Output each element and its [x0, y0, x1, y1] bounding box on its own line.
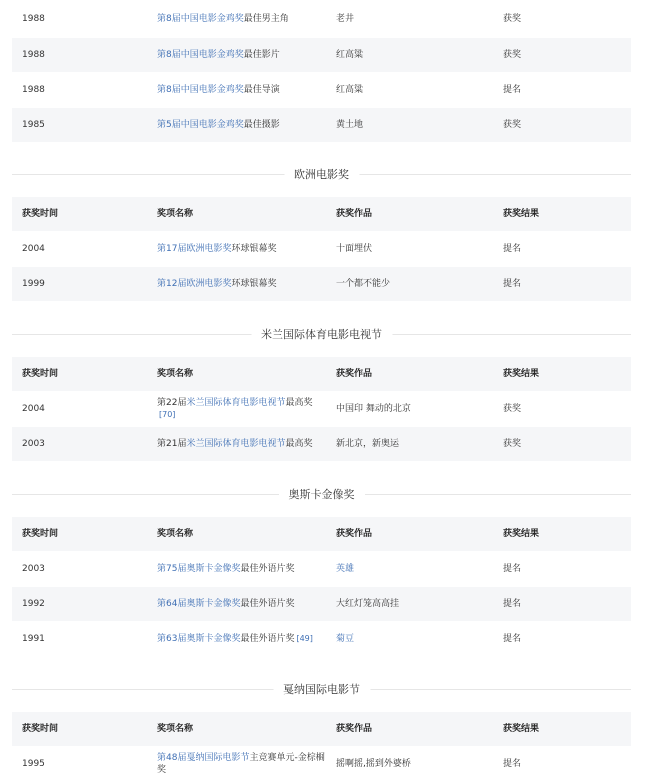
award-name: 最佳导演 — [243, 85, 280, 95]
award-prefix: 第21届 — [157, 439, 187, 449]
year-cell: 2003 — [22, 439, 45, 449]
result-cell: 获奖 — [503, 404, 522, 414]
award-link[interactable]: 米兰国际体育电影电视节 — [186, 398, 286, 408]
year-cell: 1988 — [22, 50, 45, 60]
header-work: 获奖作品 — [336, 369, 373, 379]
header-work: 获奖作品 — [336, 529, 373, 539]
result-cell: 获奖 — [503, 14, 522, 24]
work-cell: 老井 — [336, 14, 355, 24]
award-link[interactable]: 第75届奥斯卡金像奖 — [157, 564, 241, 574]
result-cell: 提名 — [503, 244, 522, 254]
result-cell: 提名 — [503, 564, 522, 574]
header-year: 获奖时间 — [22, 369, 59, 379]
header-work: 获奖作品 — [336, 724, 373, 734]
header-award: 奖项名称 — [157, 529, 194, 539]
year-cell: 1991 — [22, 634, 45, 644]
result-cell: 提名 — [503, 634, 522, 644]
section-title: 欧洲电影奖 — [284, 166, 359, 182]
work-cell: 摇啊摇,摇到外婆桥 — [336, 759, 411, 769]
work-cell: 红高粱 — [336, 85, 364, 95]
header-year: 获奖时间 — [22, 724, 59, 734]
header-result: 获奖结果 — [503, 369, 540, 379]
award-name: 最佳外语片奖 — [240, 599, 295, 609]
table-row — [12, 747, 631, 781]
reference-link[interactable]: [70] — [159, 410, 176, 419]
award-cell — [157, 232, 327, 266]
result-cell: 提名 — [503, 279, 522, 289]
award-link[interactable]: 第64届奥斯卡金像奖 — [157, 599, 241, 609]
award-link[interactable]: 第12届欧洲电影奖 — [157, 279, 232, 289]
table-header — [12, 517, 631, 551]
table-row — [12, 38, 631, 72]
reference-link[interactable]: [49] — [296, 634, 313, 643]
year-cell: 2004 — [22, 244, 45, 254]
table-row — [12, 392, 631, 426]
table-row — [12, 2, 631, 36]
section-title: 米兰国际体育电影电视节 — [251, 326, 392, 342]
section-title: 奥斯卡金像奖 — [279, 486, 365, 502]
table-row — [12, 552, 631, 586]
award-link[interactable]: 第48届戛纳国际电影节 — [157, 753, 250, 763]
work-cell: 大红灯笼高高挂 — [336, 599, 400, 609]
award-link[interactable]: 第8届中国电影金鸡奖 — [157, 85, 244, 95]
award-cell — [157, 552, 327, 586]
table-row — [12, 587, 631, 621]
award-link[interactable]: 第5届中国电影金鸡奖 — [157, 120, 244, 130]
table-header — [12, 197, 631, 231]
header-award: 奖项名称 — [157, 209, 194, 219]
award-link[interactable]: 米兰国际体育电影电视节 — [186, 439, 286, 449]
table-row — [12, 622, 631, 656]
header-year: 获奖时间 — [22, 209, 59, 219]
header-award: 奖项名称 — [157, 724, 194, 734]
header-award: 奖项名称 — [157, 369, 194, 379]
award-cell — [157, 427, 327, 461]
result-cell: 获奖 — [503, 50, 522, 60]
award-cell — [157, 38, 327, 72]
award-name: 最佳男主角 — [243, 14, 289, 24]
result-cell: 提名 — [503, 759, 522, 769]
award-name: 环球银幕奖 — [231, 244, 277, 254]
work-cell: 一个都不能少 — [336, 279, 391, 289]
award-name: 最佳外语片奖 — [240, 564, 295, 574]
year-cell: 1988 — [22, 85, 45, 95]
award-cell — [157, 747, 327, 781]
header-work: 获奖作品 — [336, 209, 373, 219]
award-name: 最佳摄影 — [243, 120, 280, 130]
table-row — [12, 73, 631, 107]
table-row — [12, 232, 631, 266]
header-year: 获奖时间 — [22, 529, 59, 539]
award-link[interactable]: 第8届中国电影金鸡奖 — [157, 50, 244, 60]
award-link[interactable]: 第8届中国电影金鸡奖 — [157, 14, 244, 24]
award-cell — [157, 2, 327, 36]
award-name: 最高奖 — [285, 439, 313, 449]
header-result: 获奖结果 — [503, 529, 540, 539]
result-cell: 获奖 — [503, 120, 522, 130]
year-cell: 1999 — [22, 279, 45, 289]
work-link[interactable]: 英雄 — [336, 564, 355, 574]
work-cell: 黄土地 — [336, 120, 364, 130]
award-link[interactable]: 第17届欧洲电影奖 — [157, 244, 232, 254]
award-cell — [157, 267, 327, 301]
year-cell: 2003 — [22, 564, 45, 574]
award-cell — [157, 392, 327, 426]
award-cell — [157, 73, 327, 107]
header-result: 获奖结果 — [503, 209, 540, 219]
award-prefix: 第22届 — [157, 398, 187, 408]
award-link[interactable]: 第63届奥斯卡金像奖 — [157, 634, 241, 644]
work-cell: 中国印 舞动的北京 — [336, 404, 411, 414]
result-cell: 获奖 — [503, 439, 522, 449]
award-name: 最佳外语片奖 — [240, 634, 295, 644]
table-row — [12, 427, 631, 461]
award-name: 最高奖 — [285, 398, 313, 408]
result-cell: 提名 — [503, 599, 522, 609]
table-row — [12, 108, 631, 142]
work-cell: 新北京，新奥运 — [336, 439, 400, 449]
result-cell: 提名 — [503, 85, 522, 95]
year-cell: 2004 — [22, 404, 45, 414]
work-link[interactable]: 菊豆 — [336, 634, 355, 644]
section-title-european — [12, 166, 631, 182]
award-name: 环球银幕奖 — [231, 279, 277, 289]
award-cell — [157, 587, 327, 621]
section-title-oscar — [12, 486, 631, 502]
year-cell: 1992 — [22, 599, 45, 609]
award-cell — [157, 622, 327, 656]
section-title-milan — [12, 326, 631, 342]
work-cell: 红高粱 — [336, 50, 364, 60]
award-name: 主竞赛单元-金棕榈奖 — [157, 753, 325, 775]
table-row — [12, 267, 631, 301]
header-result: 获奖结果 — [503, 724, 540, 734]
work-cell: 十面埋伏 — [336, 244, 373, 254]
section-title-cannes — [12, 681, 631, 697]
award-cell — [157, 108, 327, 142]
award-name: 最佳影片 — [243, 50, 280, 60]
year-cell: 1985 — [22, 120, 45, 130]
table-header — [12, 712, 631, 746]
year-cell: 1995 — [22, 759, 45, 769]
section-title: 戛纳国际电影节 — [273, 681, 370, 697]
table-header — [12, 357, 631, 391]
year-cell: 1988 — [22, 14, 45, 24]
